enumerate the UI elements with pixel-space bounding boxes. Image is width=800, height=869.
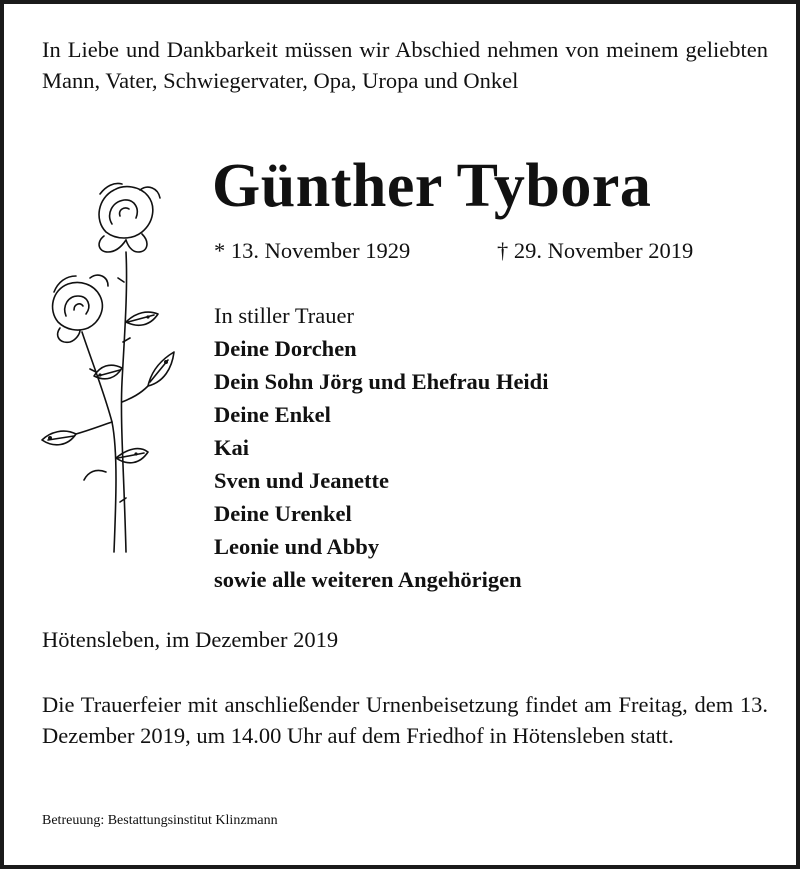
mourning-heading: In stiller Trauer (214, 303, 354, 328)
mourner-line: Leonie und Abby (214, 534, 380, 559)
birth-date: * 13. November 1929 (214, 238, 411, 263)
intro-text: In Liebe und Dankbarkeit müssen wir Abschied nehmen von meinem geliebten Mann, Vater, Schwiegervater, Opa, Uropa und Onkel (42, 37, 768, 93)
mourner-line: Deine Urenkel (214, 501, 352, 526)
place-date: Hötensleben, im Dezember 2019 (42, 627, 339, 652)
mourner-line: Kai (214, 435, 250, 460)
mourner-line: sowie alle weiteren Angehörigen (214, 567, 522, 592)
funeral-info: Die Trauerfeier mit anschließender Urnenbeisetzung findet am Freitag, dem 13. Dezember 2019, um 14.00 Uhr auf dem Friedhof in Hötensleben statt. (42, 692, 768, 748)
undertaker-credit: Betreuung: Bestattungsinstitut Klinzmann (42, 813, 278, 828)
mourner-line: Sven und Jeanette (214, 468, 390, 493)
rose-icon (36, 172, 186, 557)
mourners-list (214, 299, 548, 596)
mourner-line: Dein Sohn Jörg und Ehefrau Heidi (214, 369, 549, 394)
mourner-line: Deine Dorchen (214, 336, 357, 361)
mourner-line: Deine Enkel (214, 402, 331, 427)
deceased-name: Günther Tybora (212, 152, 652, 220)
death-date: † 29. November 2019 (497, 238, 694, 263)
